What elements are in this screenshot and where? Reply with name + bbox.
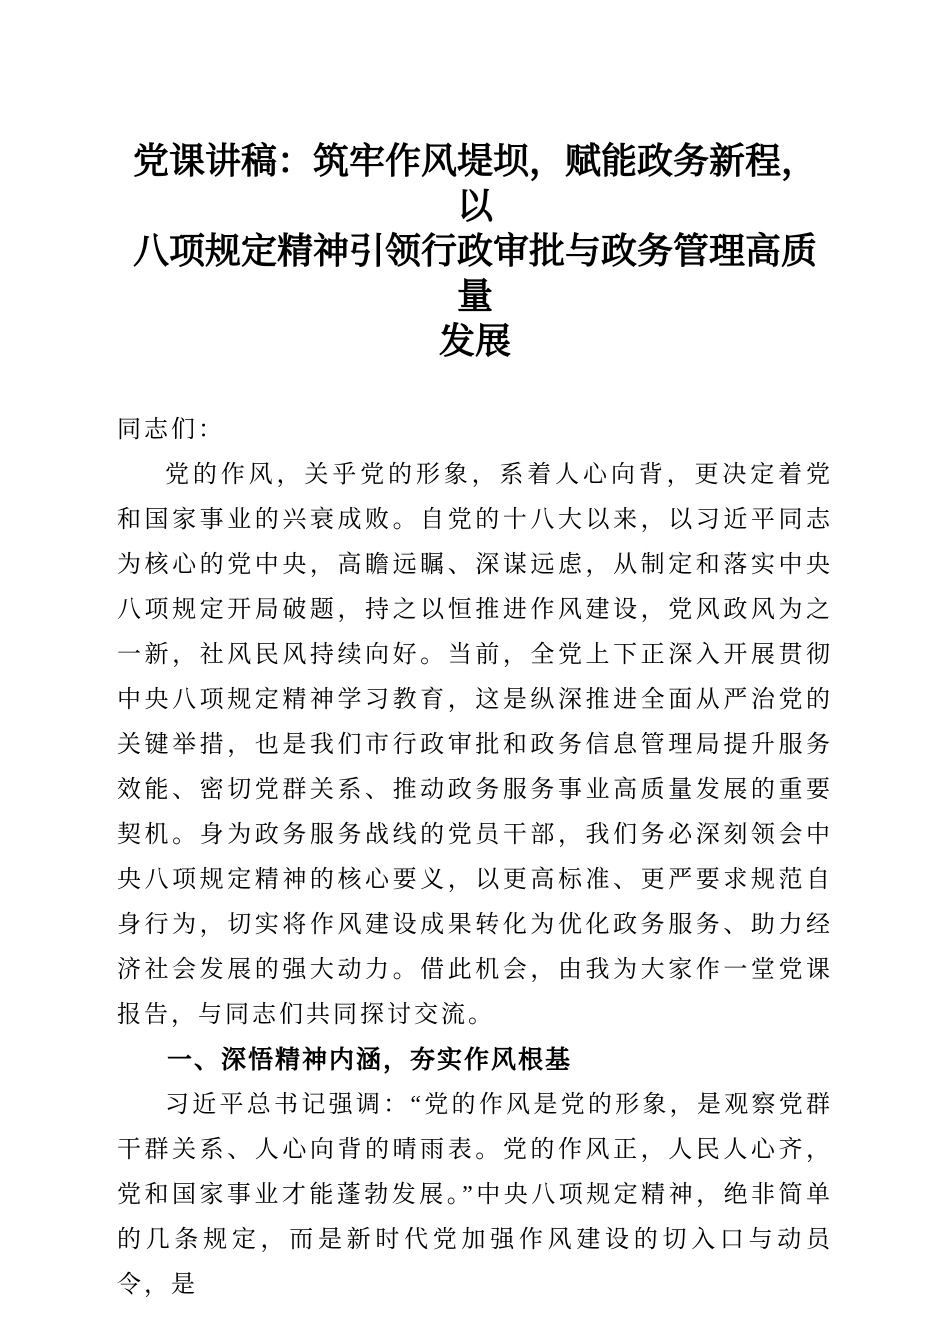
document-title-line-3: 发展: [438, 321, 511, 361]
document-title: [117, 139, 833, 364]
document-title-line-1: 党课讲稿：筑牢作风堤坝，赋能政务新程，以: [132, 141, 817, 226]
section-1-paragraph: 习近平总书记强调：“党的作风是党的形象，是观察党群干群关系、人心向背的晴雨表。党的作风正，人民人心齐，党和国家事业才能蓬勃发展。”中央八项规定精神，绝非简单的几条规定，而是新时代党加强作风建设的切入口与动员令，是: [117, 1092, 833, 1298]
section-heading-1: 一、深悟精神内涵，夯实作风根基: [167, 1046, 573, 1074]
intro-paragraph: 党的作风，关乎党的形象，系着人心向背，更决定着党和国家事业的兴衰成败。自党的十八大以来，以习近平同志为核心的党中央，高瞻远瞩、深谋远虑，从制定和落实中央八项规定开局破题，持之以恒推进作风建设，党风政风为之一新，社风民风持续向好。当前，全党上下正深入开展贯彻中央八项规定精神学习教育，这是纵深推进全面从严治党的关键举措，也是我们市行政审批和政务信息管理局提升服务效能、密切党群关系、推动政务服务事业高质量发展的重要契机。身为政务服务战线的党员干部，我们务必深刻领会中央八项规定精神的核心要义，以更高标准、更严要求规范自身行为，切实将作风建设成果转化为优化政务服务、助力经济社会发展的强大动力。借此机会，由我为大家作一堂党课报告，与同志们共同探讨交流。: [117, 462, 833, 1028]
document-title-line-2: 八项规定精神引领行政审批与政务管理高质量: [132, 231, 817, 316]
salutation: 同志们：: [117, 417, 225, 443]
